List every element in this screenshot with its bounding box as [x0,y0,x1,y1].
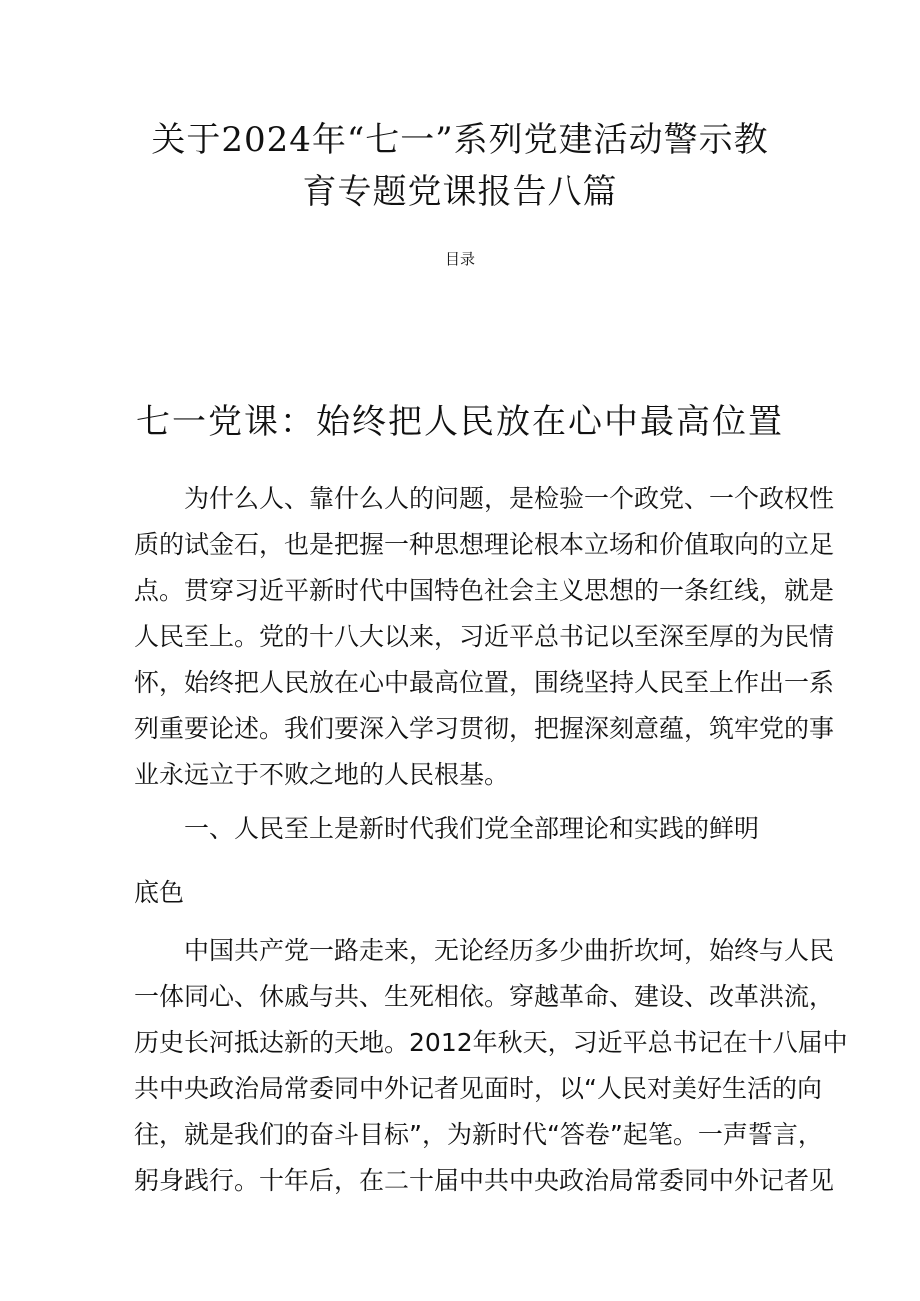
paragraph-1-line: 业永远立于不败之地的人民根基。 [134,760,510,789]
heading-1-line: 一、人民至上是新时代我们党全部理论和实践的鲜明 [184,814,760,843]
paragraph-1-line: 列重要论述。我们要深入学习贯彻，把握深刻意蕴，筑牢党的事 [134,714,835,743]
paragraph-2-line: 共中央政治局常委同中外记者见面时，以“人民对美好生活的向 [134,1074,822,1103]
paragraph-2-line: 历史长河抵达新的天地。2012年秋天，习近平总书记在十八届中 [134,1028,848,1057]
paragraph-2-line: 一体同心、休戚与共、生死相依。穿越革命、建设、改革洪流， [134,982,835,1011]
paragraph-2-line: 中国共产党一路走来，无论经历多少曲折坎坷，始终与人民 [184,936,835,965]
document-title-line-1: 关于2024年“七一”系列党建活动警示教 [151,120,769,160]
paragraph-2-line: 往，就是我们的奋斗目标”，为新时代“答卷”起笔。一声誓言， [134,1120,823,1149]
paragraph-1-line: 为什么人、靠什么人的问题，是检验一个政党、一个政权性 [184,484,835,513]
table-of-contents-label: 目录 [444,250,475,268]
paragraph-1-line: 质的试金石，也是把握一种思想理论根本立场和价值取向的立足 [134,530,835,559]
paragraph-1-line: 怀，始终把人民放在心中最高位置，围绕坚持人民至上作出一系 [134,668,835,697]
heading-1-line: 底色 [134,878,185,907]
paragraph-1-line: 点。贯穿习近平新时代中国特色社会主义思想的一条红线，就是 [134,576,835,605]
document-title-line-2: 育专题党课报告八篇 [302,172,618,212]
paragraph-1-line: 人民至上。党的十八大以来，习近平总书记以至深至厚的为民情 [134,622,835,651]
section-title: 七一党课：始终把人民放在心中最高位置 [136,402,784,442]
paragraph-2-line: 躬身践行。十年后，在二十届中共中央政治局常委同中外记者见 [134,1166,835,1195]
